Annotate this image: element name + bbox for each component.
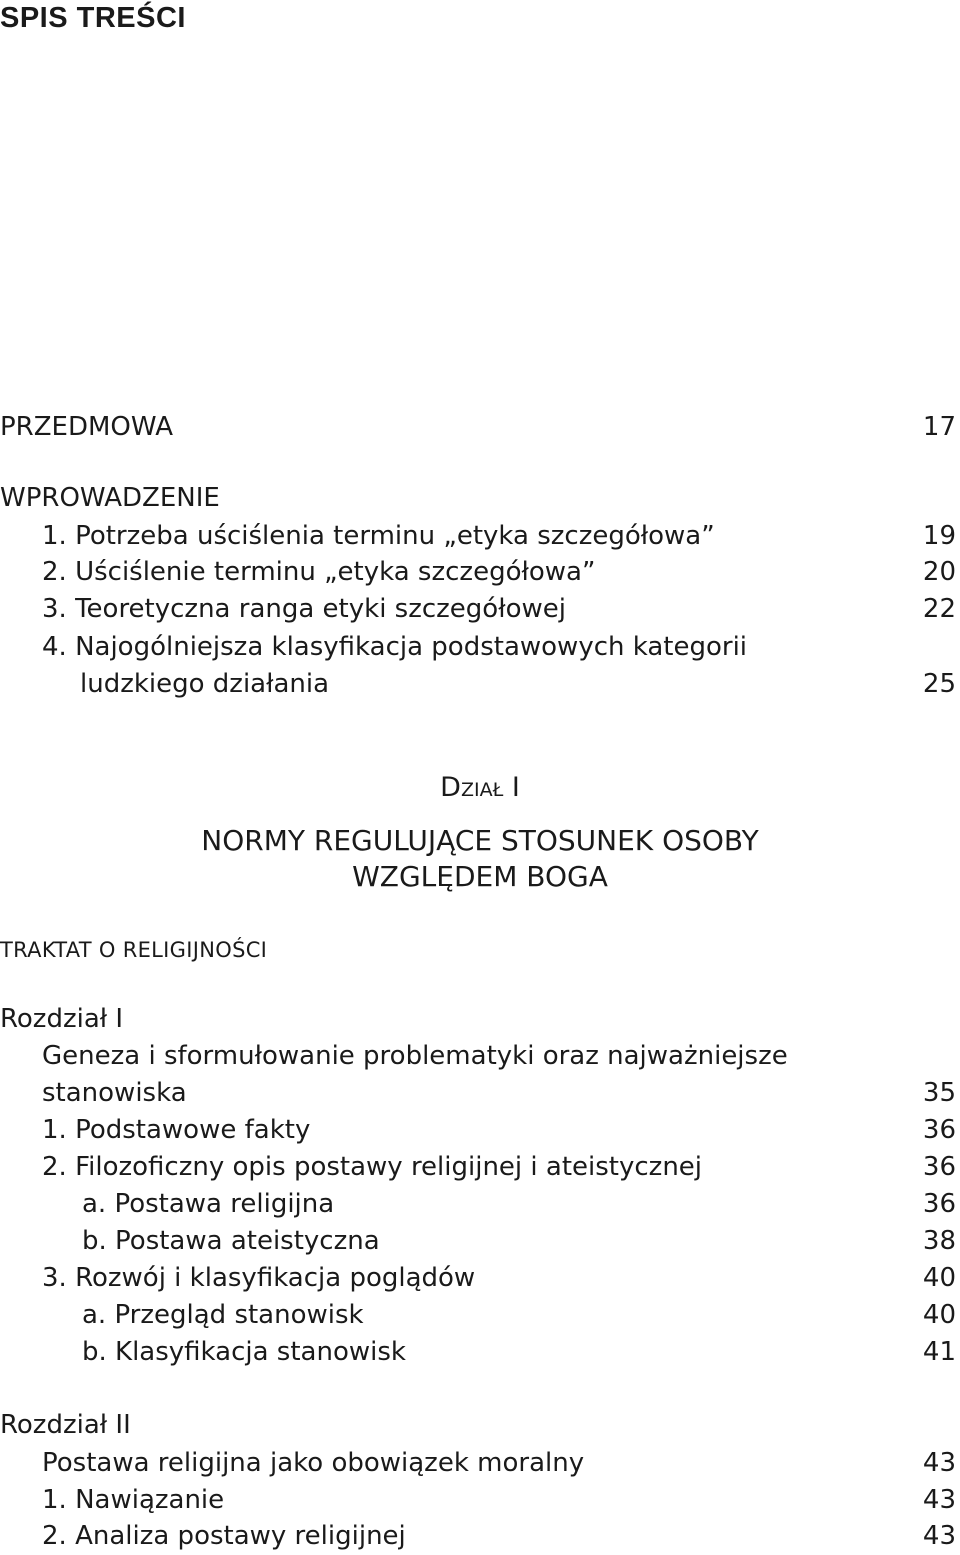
toc-entry-wprowadzenie[interactable] bbox=[0, 483, 956, 513]
toc-entry-text: a. Postawa religijna bbox=[82, 1189, 335, 1219]
toc-entry-continuation[interactable] bbox=[0, 1078, 956, 1108]
toc-entry-text: 2. Analiza postawy religijnej bbox=[42, 1521, 406, 1551]
toc-subentry[interactable] bbox=[0, 1337, 956, 1367]
toc-entry-page: 25 bbox=[922, 669, 956, 699]
toc-entry-text: Postawa religijna jako obowiązek moralny bbox=[42, 1448, 585, 1478]
toc-entry[interactable] bbox=[0, 557, 956, 587]
toc-entry-text: 3. Rozwój i klasyfikacja poglądów bbox=[42, 1263, 476, 1293]
toc-entry-page: 43 bbox=[922, 1448, 956, 1478]
toc-entry-text: 1. Nawiązanie bbox=[42, 1485, 225, 1515]
toc-entry-text: 1. Potrzeba uściślenia terminu „etyka szczegółowa” bbox=[42, 521, 715, 551]
toc-entry-text: b. Postawa ateistyczna bbox=[82, 1226, 380, 1256]
section-title-line2: WZGLĘDEM BOGA bbox=[352, 860, 608, 893]
toc-entry-page: 36 bbox=[922, 1152, 956, 1182]
toc-entry[interactable] bbox=[0, 1485, 956, 1515]
toc-entry[interactable] bbox=[0, 521, 956, 551]
toc-entry-text: b. Klasyfikacja stanowisk bbox=[82, 1337, 406, 1367]
toc-entry[interactable] bbox=[0, 632, 956, 662]
toc-entry-text: 2. Uściślenie terminu „etyka szczegółowa” bbox=[42, 557, 596, 587]
treatise-heading: TRAKTAT O RELIGIJNOŚCI bbox=[0, 938, 268, 962]
section-label: Dział I bbox=[440, 772, 520, 803]
toc-entry-page: 36 bbox=[922, 1115, 956, 1145]
toc-entry-text: 3. Teoretyczna ranga etyki szczegółowej bbox=[42, 594, 566, 624]
toc-entry[interactable] bbox=[0, 1152, 956, 1182]
toc-entry-text: 4. Najogólniejsza klasyfikacja podstawowych kategorii bbox=[42, 632, 748, 662]
toc-entry-page: 38 bbox=[922, 1226, 956, 1256]
chapter-label bbox=[0, 1410, 956, 1440]
toc-entry-text: 2. Filozoficzny opis postawy religijnej i ateistycznej bbox=[42, 1152, 703, 1182]
toc-entry-page: 43 bbox=[922, 1521, 956, 1551]
toc-entry-text: ludzkiego działania bbox=[80, 669, 330, 699]
toc-entry[interactable] bbox=[0, 1041, 956, 1071]
toc-entry-text: Geneza i sformułowanie problematyki oraz najważniejsze bbox=[42, 1041, 788, 1071]
toc-entry[interactable] bbox=[0, 1115, 956, 1145]
toc-entry-text: stanowiska bbox=[42, 1078, 187, 1108]
toc-entry-text: a. Przegląd stanowisk bbox=[82, 1300, 364, 1330]
toc-entry-page: 40 bbox=[922, 1300, 956, 1330]
toc-entry-text: PRZEDMOWA bbox=[0, 412, 173, 442]
toc-entry-przedmowa[interactable] bbox=[0, 412, 956, 442]
toc-entry-page: 41 bbox=[922, 1337, 956, 1367]
toc-entry[interactable] bbox=[0, 1263, 956, 1293]
toc-subentry[interactable] bbox=[0, 1300, 956, 1330]
toc-entry-continuation[interactable] bbox=[0, 669, 956, 699]
toc-entry-page: 17 bbox=[922, 412, 956, 442]
toc-entry-page: 35 bbox=[922, 1078, 956, 1108]
chapter-label-text: Rozdział I bbox=[0, 1004, 124, 1034]
section-title-line1: NORMY REGULUJĄCE STOSUNEK OSOBY bbox=[201, 824, 759, 857]
toc-entry[interactable] bbox=[0, 1448, 956, 1478]
toc-entry-page: 36 bbox=[922, 1189, 956, 1219]
toc-subentry[interactable] bbox=[0, 1226, 956, 1256]
toc-entry-page: 43 bbox=[922, 1485, 956, 1515]
page-title: SPIS TREŚCI bbox=[0, 2, 186, 34]
toc-entry[interactable] bbox=[0, 1521, 956, 1551]
chapter-label bbox=[0, 1004, 956, 1034]
toc-subentry[interactable] bbox=[0, 1189, 956, 1219]
toc-entry-page: 40 bbox=[922, 1263, 956, 1293]
toc-entry-text: WPROWADZENIE bbox=[0, 483, 220, 513]
toc-entry-page: 22 bbox=[922, 594, 956, 624]
toc-entry-page: 19 bbox=[922, 521, 956, 551]
chapter-label-text: Rozdział II bbox=[0, 1410, 131, 1440]
toc-entry-text: 1. Podstawowe fakty bbox=[42, 1115, 311, 1145]
toc-entry-page: 20 bbox=[922, 557, 956, 587]
toc-entry[interactable] bbox=[0, 594, 956, 624]
